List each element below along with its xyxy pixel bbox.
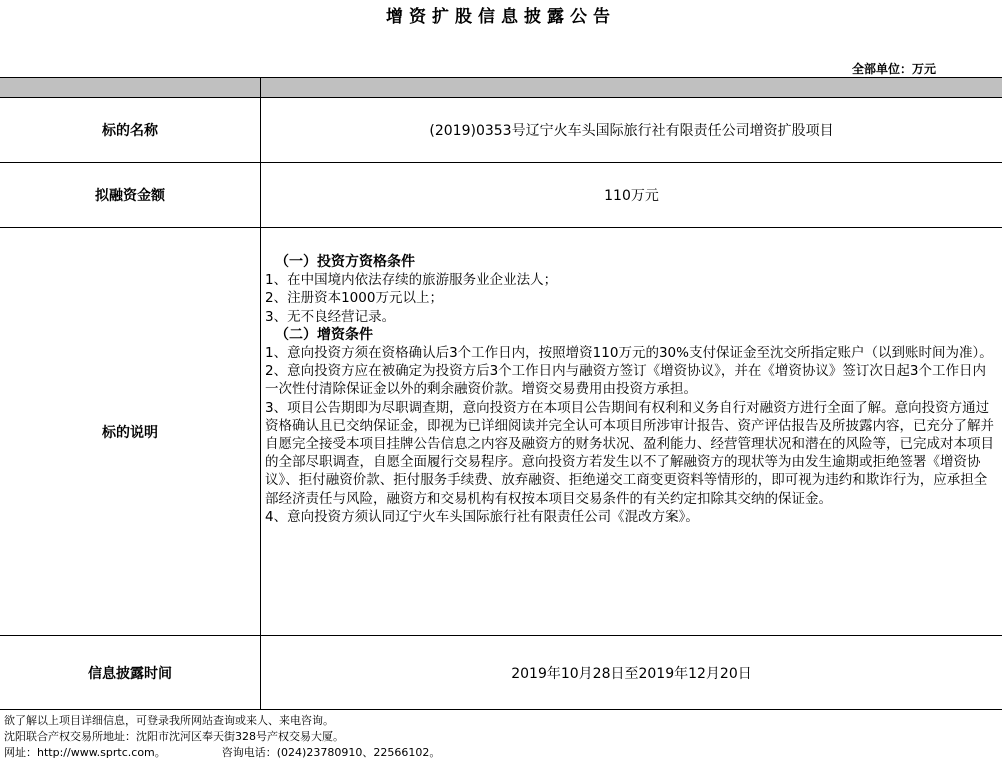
footer-website[interactable]: 网址：http://www.sprtc.com。	[4, 746, 166, 759]
investor-qualification-title: （一）投资方资格条件	[275, 254, 415, 270]
qualification-item: 1、在中国境内依法存续的旅游服务业企业法人；	[265, 272, 558, 289]
subject-description-value	[261, 228, 1002, 635]
condition-item: 4、意向投资方须认同辽宁火车头国际旅行社有限责任公司《混改方案》。	[265, 508, 699, 525]
condition-item: 2、意向投资方应在被确定为投资方后3个工作日内与融资方签订《增资协议》，并在《增资协议》签订次日起3个工作日内一次性付清除保证金以外的剩余融资价款。增资交易费用由投资方承担。	[265, 363, 987, 398]
table-row-subject-name	[0, 98, 1002, 163]
disclosure-time-value: 2019年10月28日至2019年12月20日	[511, 665, 752, 682]
table-row-financing-amount	[0, 163, 1002, 228]
header-cell-right	[261, 78, 1002, 97]
financing-amount-label: 拟融资金额	[0, 163, 261, 227]
header-cell-left	[0, 78, 261, 97]
disclosure-time-label: 信息披露时间	[0, 636, 261, 709]
table-row-subject-description	[0, 228, 1002, 636]
subject-description-label: 标的说明	[0, 228, 261, 635]
footer-address: 沈阳联合产权交易所地址：沈阳市沈河区奉天街328号产权交易大厦。	[4, 730, 344, 743]
subject-name-label: 标的名称	[0, 98, 261, 162]
footer-contact-line	[4, 745, 1002, 761]
condition-item: 1、意向投资方须在资格确认后3个工作日内，按照增资110万元的30%支付保证金至沈交所指定账户（以到账时间为准）。	[265, 345, 993, 362]
capital-increase-conditions-title: （二）增资条件	[275, 326, 373, 343]
footer-phone: 咨询电话：(024)23780910、22566102。	[221, 746, 441, 759]
footer-notes	[0, 713, 1002, 761]
financing-amount-value: 110万元	[604, 188, 659, 204]
condition-item: 3、项目公告期即为尽职调查期，意向投资方在本项目公告期间有权利和义务自行对融资方进行全面了解。意向投资方通过资格确认且已交纳保证金，即视为已详细阅读并完全认可本项目所涉审计报告、资产评估报告及所披露内容，已充分了解并自愿完全接受本项目挂牌公告信息之内容及融资方的财务状况、盈利能力、经营管理状况和潜在的风险等，已完成对本项目的全部尽职调查，自愿全面履行交易程序。意向投资方若发生以不了解融资方的现状等为由发生逾期或拒绝签署《增资协议》、拒付融资价款、拒付服务手续费、放弃融资、拒绝递交工商变更资料等情形的，即可视为违约和欺诈行为，应承担全部经济责任与风险，融资方和交易机构有权按本项目交易条件的有关约定扣除其交纳的保证金。	[265, 399, 994, 507]
subject-name-value: (2019)0353号辽宁火车头国际旅行社有限责任公司增资扩股项目	[429, 123, 834, 139]
table-row-disclosure-time	[0, 636, 1002, 710]
unit-label: 全部单位：万元	[851, 62, 936, 76]
qualification-item: 2、注册资本1000万元以上；	[265, 290, 443, 307]
disclosure-table	[0, 77, 1002, 710]
footer-inquiry-note: 欲了解以上项目详细信息，可登录我所网站查询或来人、来电咨询。	[4, 714, 334, 727]
qualification-item: 3、无不良经营记录。	[265, 308, 396, 325]
page-title: 增资扩股信息披露公告	[386, 7, 616, 27]
table-header-row	[0, 78, 1002, 98]
